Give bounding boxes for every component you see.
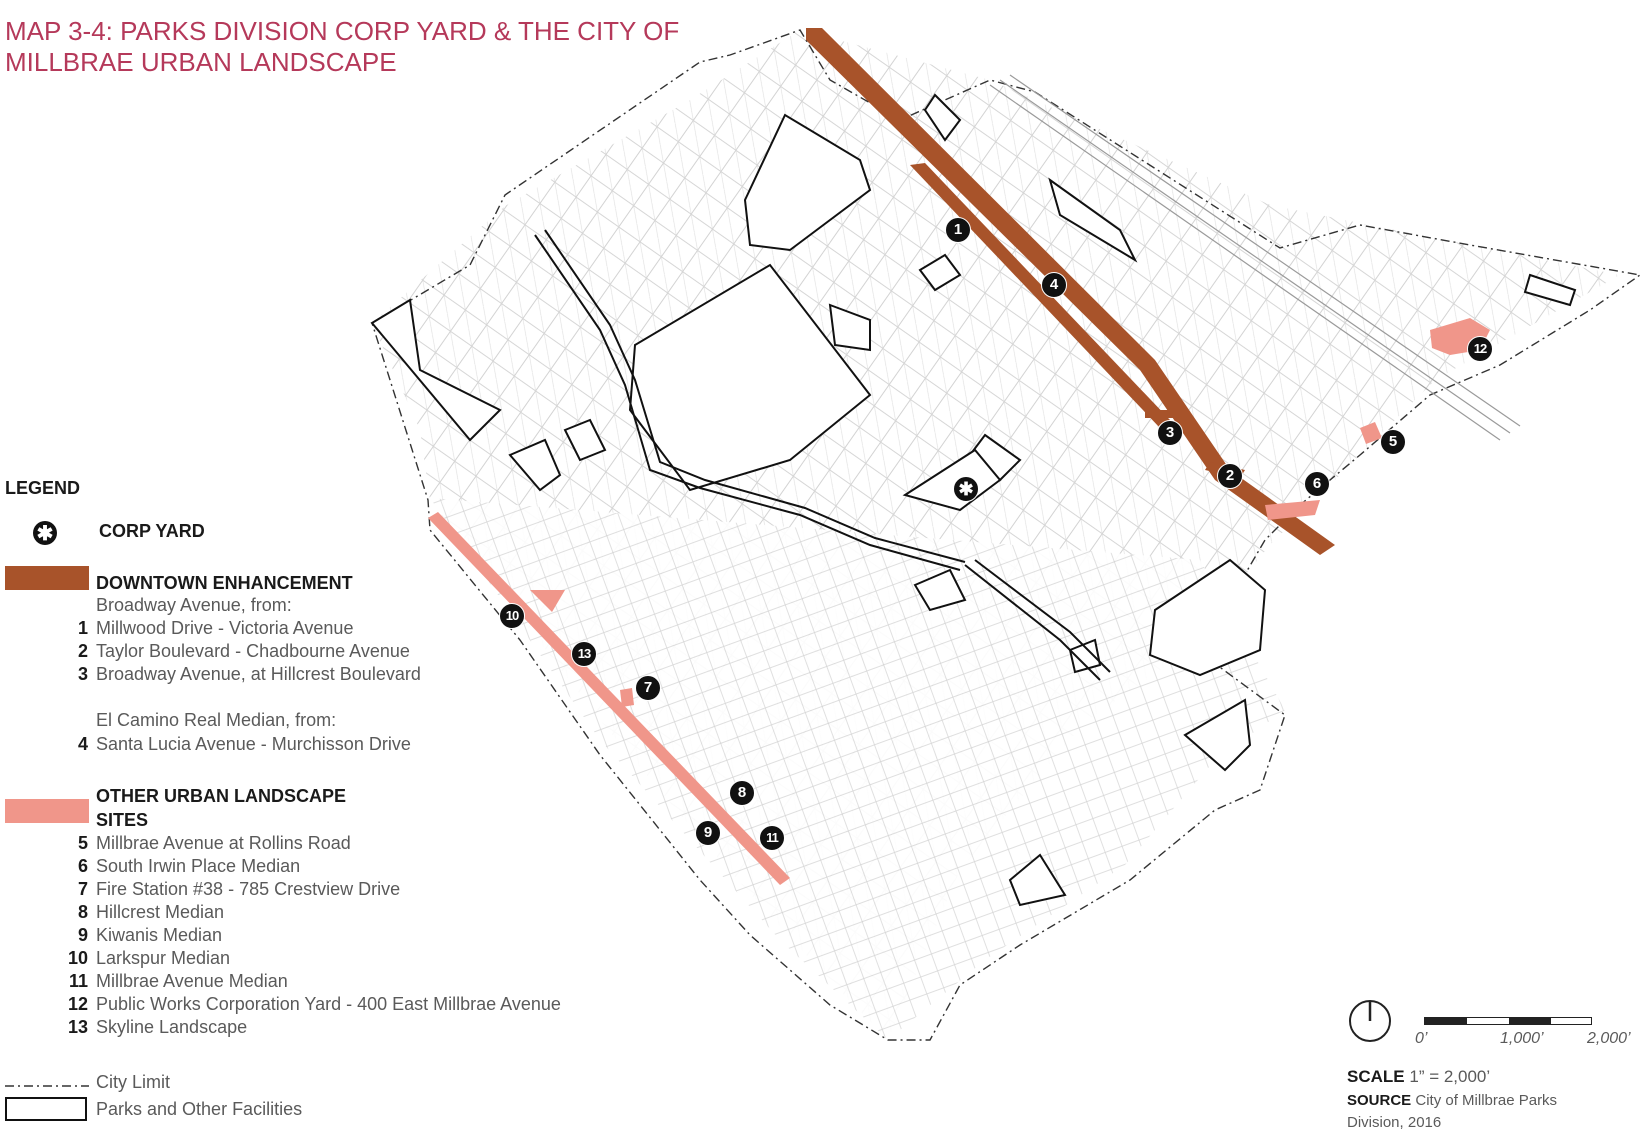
legend-item-label: South Irwin Place Median <box>96 856 301 876</box>
legend-item-label: Broadway Avenue, at Hillcrest Boulevard <box>96 664 421 684</box>
source-line1 <box>1347 1092 1557 1109</box>
map-marker-2[interactable]: 2 <box>1217 463 1243 489</box>
legend-item-num: 11 <box>68 971 88 991</box>
legend-item-num: 5 <box>77 833 88 853</box>
legend-item-label: Millbrae Avenue at Rollins Road <box>96 833 351 853</box>
legend-item-num: 10 <box>67 948 88 968</box>
map-marker-7[interactable]: 7 <box>635 675 661 701</box>
scale-tick-0: 0’ <box>1415 1030 1428 1047</box>
legend-downtown-intro2: El Camino Real Median, from: <box>96 710 337 730</box>
legend-item-num: 7 <box>77 879 88 899</box>
city-limit-legend-line <box>5 1081 89 1091</box>
legend-item-num: 3 <box>77 664 88 684</box>
map-marker-3[interactable]: 3 <box>1157 420 1183 446</box>
scale-tick-1000: 1,000’ <box>1500 1030 1544 1047</box>
legend-item-label: Larkspur Median <box>96 948 231 968</box>
city-area-south <box>430 498 1285 1040</box>
city-area <box>372 30 1620 1040</box>
legend-item-num: 9 <box>77 925 88 945</box>
asterisk-icon: ✱ <box>33 521 57 545</box>
map-marker-9[interactable]: 9 <box>695 820 721 846</box>
legend-item-num: 8 <box>77 902 88 922</box>
source-text-line1: City of Millbrae Parks <box>1415 1092 1558 1109</box>
map-marker-13[interactable]: 13 <box>571 641 597 667</box>
legend-item-label: Fire Station #38 - 785 Crestview Drive <box>96 879 401 899</box>
scale-bar <box>1424 1017 1592 1025</box>
downtown-swatch <box>5 566 89 590</box>
map-marker-1[interactable]: 1 <box>945 217 971 243</box>
north-arrow-icon <box>1347 998 1393 1044</box>
map-marker-5[interactable]: 5 <box>1380 429 1406 455</box>
legend-item-num: 13 <box>67 1017 88 1037</box>
parks-swatch <box>5 1097 87 1121</box>
map-marker-4[interactable]: 4 <box>1041 272 1067 298</box>
legend-parks-label: Parks and Other Facilities <box>96 1099 303 1119</box>
legend-item-label: Taylor Boulevard - Chadbourne Avenue <box>96 641 410 661</box>
map-marker-12[interactable]: 12 <box>1467 336 1493 362</box>
hillcrest-segment <box>1145 410 1185 418</box>
legend-item-num: 12 <box>67 994 88 1014</box>
legend-item-num: 2 <box>77 641 88 661</box>
legend-item-label: Millwood Drive - Victoria Avenue <box>96 618 354 638</box>
legend-item-label: Skyline Landscape <box>96 1017 248 1037</box>
legend-item-label: Hillcrest Median <box>96 902 225 922</box>
fire-station-area <box>620 688 634 707</box>
legend-corp-yard-label: CORP YARD <box>99 521 205 541</box>
legend-city-limit-label: City Limit <box>96 1072 171 1092</box>
legend-item-label: Public Works Corporation Yard - 400 East Millbrae Avenue <box>96 994 561 1014</box>
map-marker-6[interactable]: 6 <box>1304 471 1330 497</box>
legend-other-label-line1: OTHER URBAN LANDSCAPE <box>96 786 347 806</box>
map-marker-10[interactable]: 10 <box>499 603 525 629</box>
legend-downtown-label: DOWNTOWN ENHANCEMENT <box>96 573 353 593</box>
scale-bar-segment <box>1509 1018 1551 1024</box>
corp-yard-map-marker[interactable]: ✱ <box>953 476 979 502</box>
legend-item-num: 1 <box>77 618 88 638</box>
scale-bar-segment <box>1425 1018 1467 1024</box>
scale-value: 1” = 2,000’ <box>1409 1067 1491 1086</box>
legend-item-label: Santa Lucia Avenue - Murchisson Drive <box>96 734 411 754</box>
map-marker-11[interactable]: 11 <box>759 825 785 851</box>
source-label: SOURCE <box>1347 1092 1412 1109</box>
legend-downtown-intro1: Broadway Avenue, from: <box>96 595 292 615</box>
map-title-line1: MAP 3-4: PARKS DIVISION CORP YARD & THE CITY OF <box>5 16 680 46</box>
scale-label: SCALE <box>1347 1067 1405 1086</box>
legend-other-label-line2: SITES <box>96 810 149 830</box>
source-text-line2: Division, 2016 <box>1347 1114 1442 1131</box>
legend-item-label: Millbrae Avenue Median <box>96 971 288 991</box>
map-title-line2: MILLBRAE URBAN LANDSCAPE <box>5 47 397 77</box>
scale-tick-2000: 2,000’ <box>1587 1030 1631 1047</box>
legend-heading: LEGEND <box>5 478 81 498</box>
other-landscape-swatch <box>5 799 89 823</box>
legend-item-num: 4 <box>77 734 88 754</box>
legend-item-num: 6 <box>77 856 88 876</box>
scale-label-line <box>1347 1067 1490 1087</box>
legend-item-label: Kiwanis Median <box>96 925 223 945</box>
map-marker-8[interactable]: 8 <box>729 780 755 806</box>
